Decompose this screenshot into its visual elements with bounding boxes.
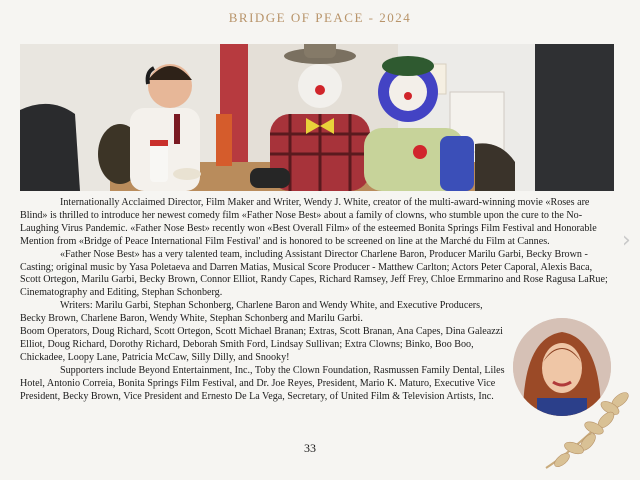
article-paragraph: Internationally Acclaimed Director, Film Maker and Writer, Wendy J. White, creator of the multi-award-winning movie «Roses are Blind» is thrilled to introduce her newest comedy film «Father Nose Best» about a family of clowns, who stumble upon the cure to the No-Laughing Virus Pandemic. «Father Nose Best» recently won «Best Overall Film» of the esteemed Bonita Springs Film Festival and Honorable Mention from «Bridge of Peace International Film Festival' and is honored to be screened on line at the Marché du Film at Cannes. xyxy=(20,197,597,247)
article-paragraph: Boom Operators, Doug Richard, Scott Ortegon, Scott Michael Branan; Extras, Scott Branan, Ana Capes, Dina Galeazzi Elliot, Doug Richard, Dorothy Richard, Deborah Smith Ford, Lindsay Sullivan; Extra Clowns; Binko, Boo Boo, Chickadee, Loopy Lane, Patricia McCaw, Silly Dilly, and Snooky! xyxy=(20,326,503,363)
clown-family-photo xyxy=(20,44,614,191)
page-number: 33 xyxy=(304,441,316,455)
article-paragraph: Supporters include Beyond Entertainment, Inc., Toby the Clown Foundation, Rasmussen Family Dental, Liles Hotel, Antonio Correia, Bonita Springs Film Festival, and Dr. Joe Reyes, President, Mario K. Maturo, Executive Vice President, Becky Brown, Vice President and Ernesto De La Vega, Secretary, of United Film & Television Artists, Inc. xyxy=(20,364,505,402)
leaf-branch-ornament xyxy=(540,386,636,474)
article-paragraph: «Father Nose Best» has a very talented team, including Assistant Director Charlene Baron, Producer Marilu Garbi, Becky Brown - Casting; original music by Yasa Poletaeva and Darren Matias, Musical Score Producer - Matthew Carlton; Actors Peter Caporal, Alexis Baca, Scott Ortegon, Marilu Garbi, Becky Brown, Connor Elliot, Randy Capes, Richard Ramsey, Jeff Frey, Chloe Ermmarino and Rose Ragusa LaRue; Cinematography and Editing, Stephan Schonberg. xyxy=(20,248,608,299)
page-header: BRIDGE OF PEACE - 2024 xyxy=(228,10,412,25)
chevron-right-icon[interactable]: › xyxy=(622,228,631,253)
article-paragraph: Writers: Marilu Garbi, Stephan Schonberg, Charlene Baron and Wendy White, and Executive Producers, Becky Brown, Charlene Baron, Wendy White, Stephan Schonberg and Marilu Garbi. xyxy=(20,300,483,325)
